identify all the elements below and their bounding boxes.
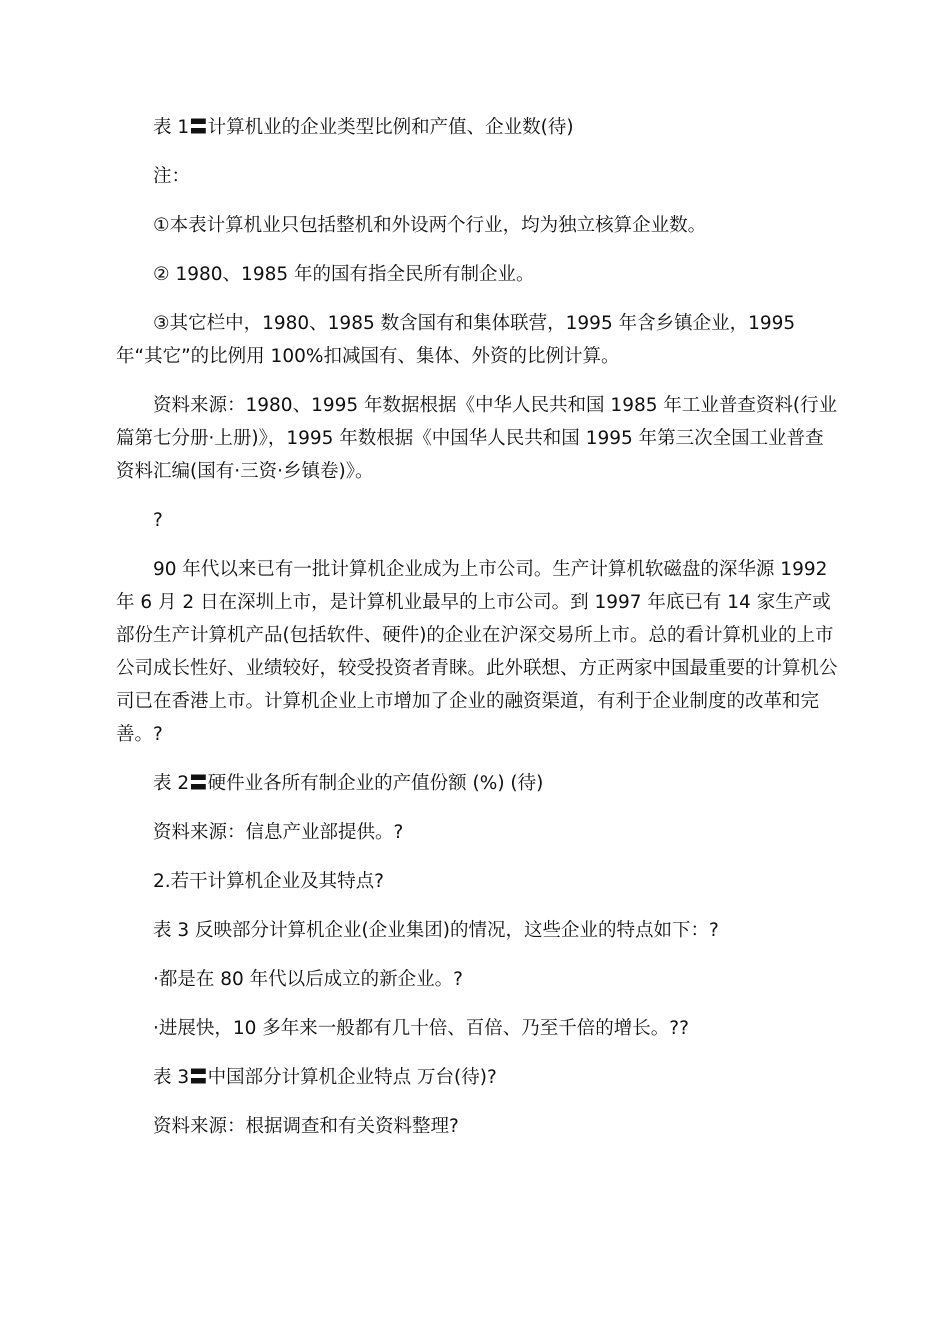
table-1-caption: 表 1〓计算机业的企业类型比例和产值、企业数(待) (153, 117, 574, 138)
table-2-caption: 表 2〓硬件业各所有制企业的产值份额 (%) (待) (153, 773, 544, 794)
source-note-1: 资料来源：1980、1995 年数据根据《中华人民共和国 1985 年工业普查资料(行业篇第七分册·上册)》，1995 年数根据《中国华人民共和国 1995 年第三次全国工业普查资料汇编(国有·三资·乡镇卷)》。 (116, 395, 838, 482)
placeholder-mark: ? (153, 510, 163, 531)
note-item-2: ② 1980、1985 年的国有指全民所有制企业。 (153, 264, 535, 285)
table-3-intro: 表 3 反映部分计算机企业(企业集团)的情况，这些企业的特点如下：? (153, 920, 719, 941)
source-note-3: 资料来源：根据调查和有关资料整理? (153, 1116, 459, 1137)
note-heading: 注： (153, 166, 191, 187)
note-item-3: ③其它栏中，1980、1985 数含国有和集体联营，1995 年含乡镇企业，1995 年“其它”的比例用 100%扣减国有、集体、外资的比例计算。 (116, 313, 796, 367)
section-heading: 2.若干计算机企业及其特点? (153, 871, 384, 892)
body-paragraph: 90 年代以来已有一批计算机企业成为上市公司。生产计算机软磁盘的深华源 1992 年 6 月 2 日在深圳上市，是计算机业最早的上市公司。到 1997 年底已有 14 家生产或部份生产计算机产品(包括软件、硬件)的企业在沪深交易所上市。总的看计算机业的上市公司成长性好、业绩较好，较受投资者青睐。此外联想、方正两家中国最重要的计算机公司已在香港上市。计算机企业上市增加了企业的融资渠道，有利于企业制度的改革和完善。? (116, 559, 838, 745)
feature-item-1: ·都是在 80 年代以后成立的新企业。? (153, 969, 464, 990)
source-note-2: 资料来源：信息产业部提供。? (153, 822, 404, 843)
table-3-caption: 表 3〓中国部分计算机企业特点 万台(待)? (153, 1067, 497, 1088)
feature-item-2: ·进展快，10 多年来一般都有几十倍、百倍、乃至千倍的增长。?? (153, 1018, 689, 1039)
note-item-1: ①本表计算机业只包括整机和外设两个行业，均为独立核算企业数。 (153, 215, 707, 236)
